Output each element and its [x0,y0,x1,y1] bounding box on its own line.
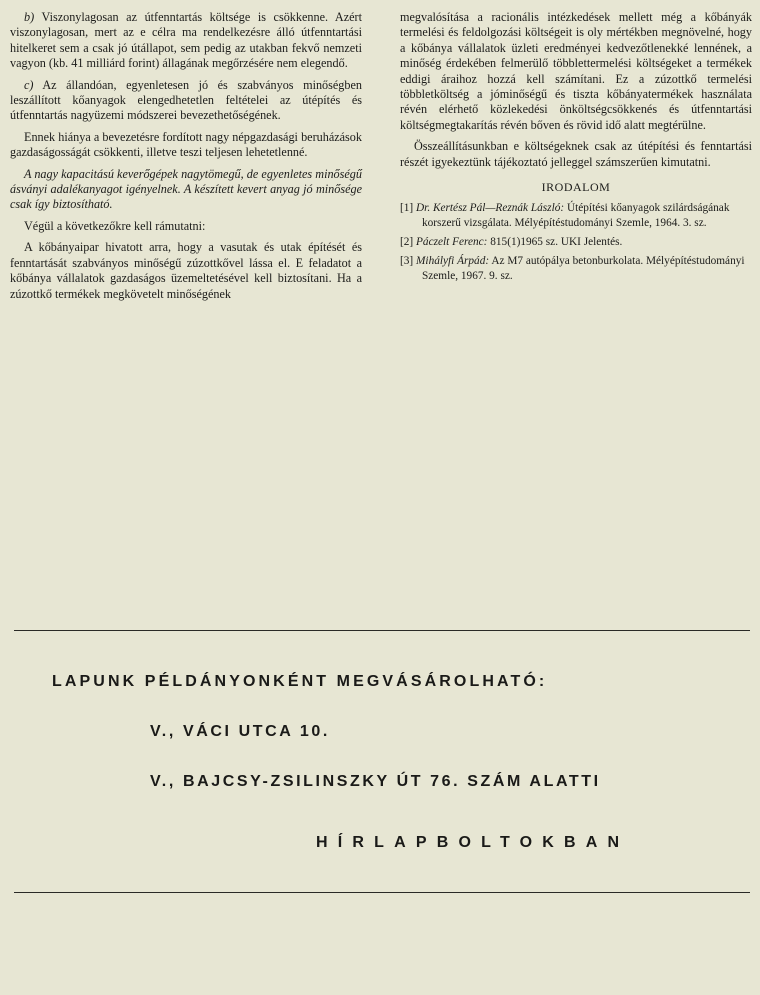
paragraph-italic-mixers: A nagy kapacitású keverőgépek nagytömegű, de egyenletes minőségű ásványi adalékanyagot igényelnek. A készített kevert anyag jó minősége csak így biztosítható. [10,166,362,212]
references-heading: IRODALOM [541,180,611,195]
reference-number: [2] [400,236,414,249]
paragraph-consequence: Ennek hiánya a bevezetésre fordított nagy népgazdasági beruházások gazdaságosságát csökkenti, illetve teszi teljesen lehetetlenné. [10,129,362,160]
item-label-c: c) [24,77,34,92]
paragraph-quarry-industry: A kőbányaipar hivatott arra, hogy a vasutak és utak építését és fenntartását szabványos minőségű zúzottkővel lássa el. E feladatot a kőbánya vállalatok gazdaságos üzemeltetésével kell biztosítani. Ha a zúzottkő termékek megkövetelt minőségének [10,240,362,301]
paragraph-continuation: megvalósítása a racionális intézkedések mellett még a kőbányák termelési és feldolgozási költségeit is oly mértékben megnövelné, hogy a kőbánya vállalatok üzleti eredményei kedvezőtlenekké lennének, a minőség érdekében felmerülő többlettermelési költségeket a termékek eddigi áraihoz hozzá kell számítani. Ez a zúzottkő termelési többletköltség a jóminőségű és tiszta kőbányatermékek használata révén elérhető közlekedési önköltségcsökkenés és útfenntartási költségmegtakarítás révén bőven és rövid idő alatt megtérülne. [400,10,752,132]
reference-number: [3] [400,255,414,268]
paragraph-b-text: Viszonylagosan az útfenntartás költsége is csökkenne. Azért viszonylagosan, mert az e célra ma rendelkezésre álló útfenntartási hitelkeret sem a csak jó útállapot, sem pedig az utakban fekvő nemzeti vagyon (kb. 41 milliárd forint) állagának megőrzésére nem elegendő. [10,10,362,71]
right-text-column [400,10,752,288]
reference-item [400,201,752,231]
top-divider-rule [14,630,750,631]
paragraph-finally: Végül a következőkre kell rámutatni: [24,218,206,233]
paragraph-c-text: Az állandóan, egyenletesen jó és szabványos minőségben leszállított kőanyagok elengedhetetlen feltételei az útépítés és útfenntartás nagyüzemi módszerei bevezethetőségének. [10,77,362,123]
paragraph-c [10,78,362,124]
paragraph-b [10,10,362,72]
left-text-column [10,10,362,308]
advert-line-1: LAPUNK PÉLDÁNYONKÉNT MEGVÁSÁROLHATÓ: [52,673,548,690]
reference-text: 815(1)1965 sz. UKI Jelentés. [487,236,623,249]
reference-author: Mihályfi Árpád: [416,255,490,268]
bottom-divider-rule [14,892,750,893]
reference-item [400,254,752,284]
reference-number: [1] [400,202,414,215]
reference-item [400,235,752,250]
advert-line-2: V., VÁCI UTCA 10. [150,723,330,740]
advert-line-3: V., BAJCSY-ZSILINSZKY ÚT 76. SZÁM ALATTI [150,773,601,790]
reference-text: Útépítési kőanyagok szilárdságának korszerű vizsgálata. Mélyépítéstudományi Szemle, 1964. 3. sz. [422,202,730,230]
reference-author: Dr. Kertész Pál—Reznák László: [416,202,565,215]
advert-line-4: HÍRLAPBOLTOKBAN [316,834,630,851]
item-label-b: b) [24,10,35,24]
paragraph-summary: Összeállításunkban e költségeknek csak az útépítési és fenntartási részét igyekeztünk tájékoztató jelleggel számszerűen kimutatni. [400,139,752,169]
reference-author: Páczelt Ferenc: [416,236,488,249]
reference-text: Az M7 autópálya betonburkolata. Mélyépítéstudományi Szemle, 1967. 9. sz. [422,255,745,283]
